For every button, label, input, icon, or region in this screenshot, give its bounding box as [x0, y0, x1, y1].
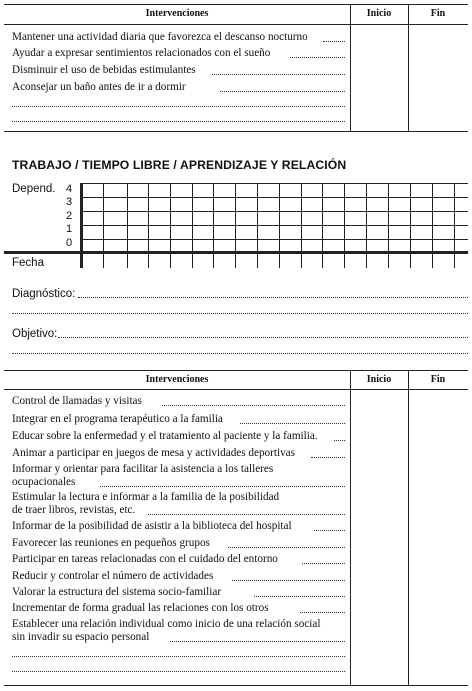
intervention-item: Favorecer las reuniones en pequeños grupos — [12, 537, 210, 549]
intervention-item: Informar y orientar para facilitar la asistencia a los talleres — [12, 463, 274, 475]
intervention-item: ocupacionales — [12, 476, 76, 488]
intervention-item: Control de llamadas y visitas — [12, 395, 142, 407]
chart-grid-column — [235, 183, 236, 268]
intervention-item: Educar sobre la enfermedad y el tratamiento al paciente y la familia. — [12, 430, 318, 442]
section-title: TRABAJO / TIEMPO LIBRE / APRENDIZAJE Y RELACIÓN — [12, 158, 347, 172]
intervention-item: Establecer una relación individual como inicio de una relación social — [12, 618, 321, 630]
level-tick: 0 — [66, 237, 73, 249]
diagnosis-label: Diagnóstico: — [12, 288, 76, 300]
chart-grid-column — [213, 183, 214, 268]
intervention-item: Incrementar de forma gradual las relaciones con los otros — [12, 602, 269, 614]
chart-grid-column — [344, 183, 345, 268]
level-tick: 2 — [66, 210, 73, 222]
intervention-item: sin invadir su espacio personal — [12, 631, 150, 643]
header-end: Fin — [430, 374, 446, 385]
intervention-item: Aconsejar un baño antes de ir a dormir — [12, 81, 186, 93]
intervention-item: Disminuir el uso de bebidas estimulantes — [12, 64, 196, 76]
chart-grid-column — [148, 183, 149, 268]
intervention-item: Informar de la posibilidad de asistir a la biblioteca del hospital — [12, 520, 292, 532]
intervention-item: Participar en tareas relacionadas con el cuidado del entorno — [12, 553, 278, 565]
chart-grid-column — [279, 183, 280, 268]
level-tick: 4 — [66, 183, 73, 195]
chart-grid-column — [432, 183, 433, 268]
chart-grid-column — [127, 183, 128, 268]
header-interventions: Intervenciones — [145, 8, 209, 19]
chart-grid-column — [454, 183, 455, 268]
header-interventions: Intervenciones — [145, 374, 209, 385]
intervention-item: de traer libros, revistas, etc. — [12, 504, 136, 516]
level-tick: 3 — [66, 196, 73, 208]
header-start: Inicio — [366, 374, 392, 385]
intervention-item: Integrar en el programa terapéutico a la familia — [12, 413, 223, 425]
dependency-label: Depend. — [12, 183, 56, 195]
intervention-item: Valorar la estructura del sistema socio-familiar — [12, 586, 222, 598]
chart-grid-column — [170, 183, 171, 268]
chart-grid-column — [388, 183, 389, 268]
level-tick: 1 — [66, 223, 73, 235]
chart-grid-column — [103, 183, 104, 268]
intervention-item: Reducir y controlar el número de actividades — [12, 570, 214, 582]
chart-grid-column — [301, 183, 302, 268]
chart-grid-column — [410, 183, 411, 268]
date-label: Fecha — [12, 257, 44, 269]
header-end: Fin — [430, 8, 446, 19]
chart-grid-column — [192, 183, 193, 268]
intervention-item: Animar a participar en juegos de mesa y actividades deportivas — [12, 447, 296, 459]
diagnosis-field[interactable] — [78, 297, 468, 298]
header-start: Inicio — [366, 8, 392, 19]
intervention-item: Ayudar a expresar sentimientos relacionados con el sueño — [12, 47, 271, 59]
objective-field[interactable] — [58, 337, 468, 338]
chart-grid-column — [322, 183, 323, 268]
intervention-item: Mantener una actividad diaria que favorezca el descanso nocturno — [12, 31, 308, 43]
intervention-item: Estimular la lectura e informar a la familia de la posibilidad — [12, 491, 280, 503]
objective-label: Objetivo: — [12, 328, 58, 340]
chart-grid-column — [366, 183, 367, 268]
chart-grid-column — [257, 183, 258, 268]
